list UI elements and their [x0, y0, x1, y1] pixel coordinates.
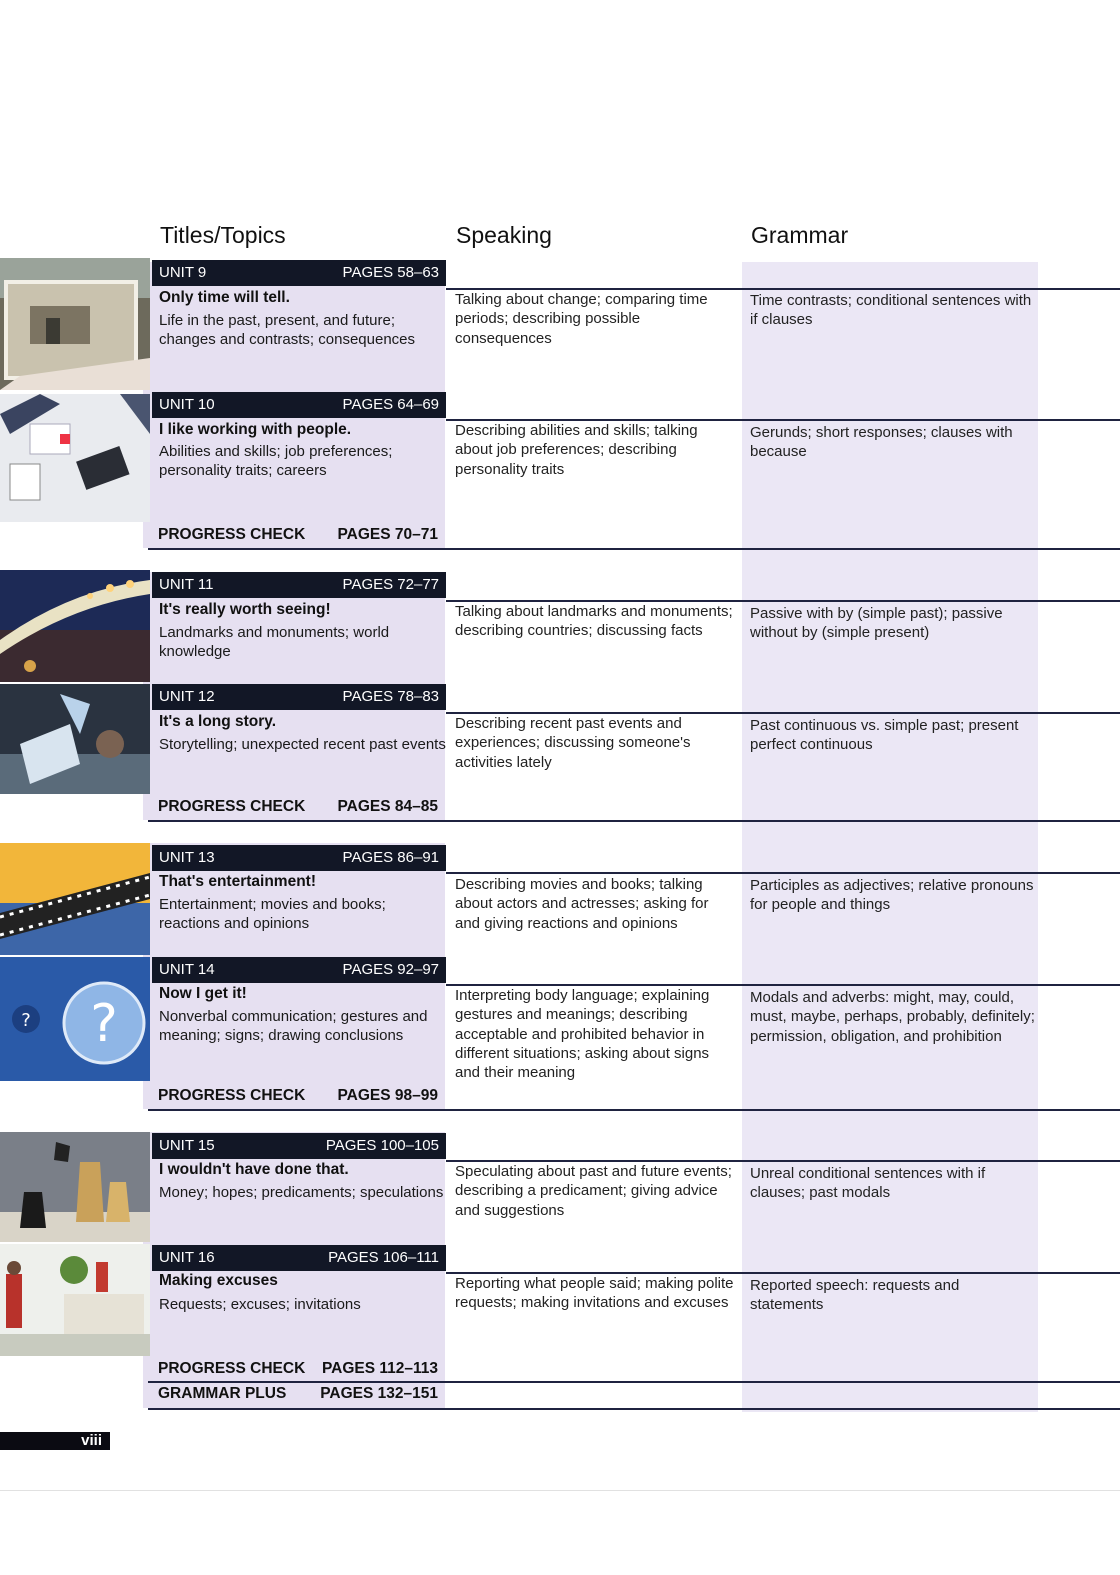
unit-pages: PAGES 58–63 — [342, 264, 439, 281]
unit-pages: PAGES 64–69 — [342, 396, 439, 413]
progress-check-pages: PAGES 112–113 — [321, 1360, 438, 1377]
progress-check-pages: PAGES 70–71 — [337, 526, 438, 543]
unit-title: Making excuses — [159, 1272, 278, 1289]
grammar-plus-row — [158, 1385, 438, 1403]
unit-grammar: Past continuous vs. simple past; present perfect continuous — [750, 717, 1019, 754]
grammar-plus-pages: PAGES 132–151 — [320, 1385, 438, 1402]
unit-pages: PAGES 78–83 — [342, 688, 439, 705]
progress-check-row — [158, 1087, 438, 1105]
page-edge-line — [0, 1490, 1120, 1491]
progress-check-label: PROGRESS CHECK — [158, 1087, 306, 1104]
chess-pieces-photo-image — [0, 1132, 150, 1242]
unit-speaking: Speculating about past and future events; describing a predicament; giving advice and suggestions — [455, 1163, 732, 1219]
unit-speaking: Describing movies and books; talking about actors and actresses; asking for and giving reactions and opinions — [455, 876, 709, 932]
unit-grammar: Time contrasts; conditional sentences with if clauses — [750, 292, 1032, 329]
unit-header-bar — [152, 1245, 446, 1271]
unit-label: UNIT 14 — [159, 961, 215, 978]
section-divider — [148, 548, 1120, 550]
unit-pages: PAGES 92–97 — [342, 961, 439, 978]
header-grammar: Grammar — [751, 222, 849, 248]
row-divider — [446, 872, 1120, 874]
svg-text:?: ? — [21, 1010, 31, 1031]
unit-grammar: Gerunds; short responses; clauses with because — [750, 424, 1013, 461]
unit-header-bar — [152, 392, 446, 418]
unit-label: UNIT 12 — [159, 688, 215, 705]
living-room-photo-image — [0, 1244, 150, 1356]
header-titles-topics: Titles/Topics — [160, 222, 286, 248]
unit-label: UNIT 16 — [159, 1249, 215, 1266]
unit-title: Now I get it! — [159, 985, 247, 1002]
progress-check-label: PROGRESS CHECK — [158, 798, 306, 815]
unit-title: It's a long story. — [159, 713, 277, 730]
unit-header-bar — [152, 1133, 446, 1159]
progress-check-row — [158, 798, 438, 816]
unit-topics: Landmarks and monuments; world knowledge — [159, 624, 390, 660]
unit-topics: Abilities and skills; job preferences; personality traits; careers — [159, 443, 393, 479]
unit-pages: PAGES 86–91 — [342, 849, 439, 866]
section-divider — [148, 1109, 1120, 1111]
splash-photo-image — [0, 684, 150, 794]
unit-label: UNIT 11 — [159, 576, 214, 593]
unit-title: I like working with people. — [159, 421, 352, 438]
unit-topics: Entertainment; movies and books; reactions and opinions — [159, 896, 386, 932]
question-mark-bubble-photo-image — [0, 957, 150, 1081]
unit-grammar: Participles as adjectives; relative pronouns for people and things — [750, 877, 1034, 914]
unit-speaking: Describing recent past events and experiences; discussing someone's activities lately — [455, 715, 691, 771]
unit-label: UNIT 15 — [159, 1137, 215, 1154]
unit-speaking: Interpreting body language; explaining gestures and meanings; describing acceptable and prohibited behavior in different situations; asking about signs and their meaning — [455, 987, 710, 1082]
header-speaking: Speaking — [456, 222, 552, 248]
unit-pages: PAGES 106–111 — [328, 1249, 439, 1266]
unit-topics: Nonverbal communication; gestures and meaning; signs; drawing conclusions — [159, 1008, 428, 1044]
unit-label: UNIT 13 — [159, 849, 215, 866]
unit-topics: Requests; excuses; invitations — [159, 1296, 361, 1313]
unit-topics: Money; hopes; predicaments; speculations — [159, 1184, 444, 1201]
section-divider — [148, 1381, 1120, 1383]
unit-topics: Storytelling; unexpected recent past events — [159, 736, 446, 753]
unit-header-bar — [152, 957, 446, 983]
unit-title: Only time will tell. — [159, 289, 290, 306]
unit-topics: Life in the past, present, and future; changes and contrasts; consequences — [159, 312, 416, 348]
unit-pages: PAGES 100–105 — [325, 1137, 439, 1154]
bridge-night-photo-image — [0, 570, 150, 682]
svg-text:?: ? — [90, 994, 118, 1054]
unit-header-bar — [152, 572, 446, 598]
unit-pages: PAGES 72–77 — [342, 576, 439, 593]
unit-speaking: Describing abilities and skills; talking about job preferences; describing personality traits — [455, 422, 698, 478]
unit-header-bar — [152, 260, 446, 286]
unit-title: It's really worth seeing! — [159, 601, 331, 618]
section-divider — [148, 1408, 1120, 1410]
unit-speaking: Talking about change; comparing time periods; describing possible consequences — [455, 291, 708, 347]
page-number: viii — [0, 1432, 110, 1450]
unit-title: I wouldn't have done that. — [159, 1161, 349, 1178]
house-photo-image — [0, 258, 150, 390]
desk-work-photo-image — [0, 394, 150, 522]
grammar-plus-label: GRAMMAR PLUS — [158, 1385, 287, 1402]
progress-check-label: PROGRESS CHECK — [158, 526, 306, 543]
unit-grammar: Passive with by (simple past); passive without by (simple present) — [750, 605, 1003, 642]
film-reel-photo-image — [0, 843, 150, 955]
unit-label: UNIT 10 — [159, 396, 215, 413]
unit-header-bar — [152, 845, 446, 871]
progress-check-pages: PAGES 84–85 — [337, 798, 438, 815]
unit-grammar: Unreal conditional sentences with if clauses; past modals — [750, 1165, 986, 1202]
unit-grammar: Modals and adverbs: might, may, could, must, maybe, perhaps, probably, definitely; permission, obligation, and prohibition — [750, 989, 1035, 1045]
progress-check-label: PROGRESS CHECK — [158, 1360, 306, 1377]
unit-title: That's entertainment! — [159, 873, 316, 890]
progress-check-pages: PAGES 98–99 — [337, 1087, 438, 1104]
section-divider — [148, 820, 1120, 822]
progress-check-row — [158, 526, 438, 544]
unit-speaking: Reporting what people said; making polite requests; making invitations and excuses — [455, 1275, 734, 1312]
progress-check-row — [158, 1360, 438, 1378]
unit-speaking: Talking about landmarks and monuments; describing countries; discussing facts — [455, 603, 733, 640]
unit-label: UNIT 9 — [159, 264, 207, 281]
unit-header-bar — [152, 684, 446, 710]
unit-grammar: Reported speech: requests and statements — [750, 1277, 960, 1314]
